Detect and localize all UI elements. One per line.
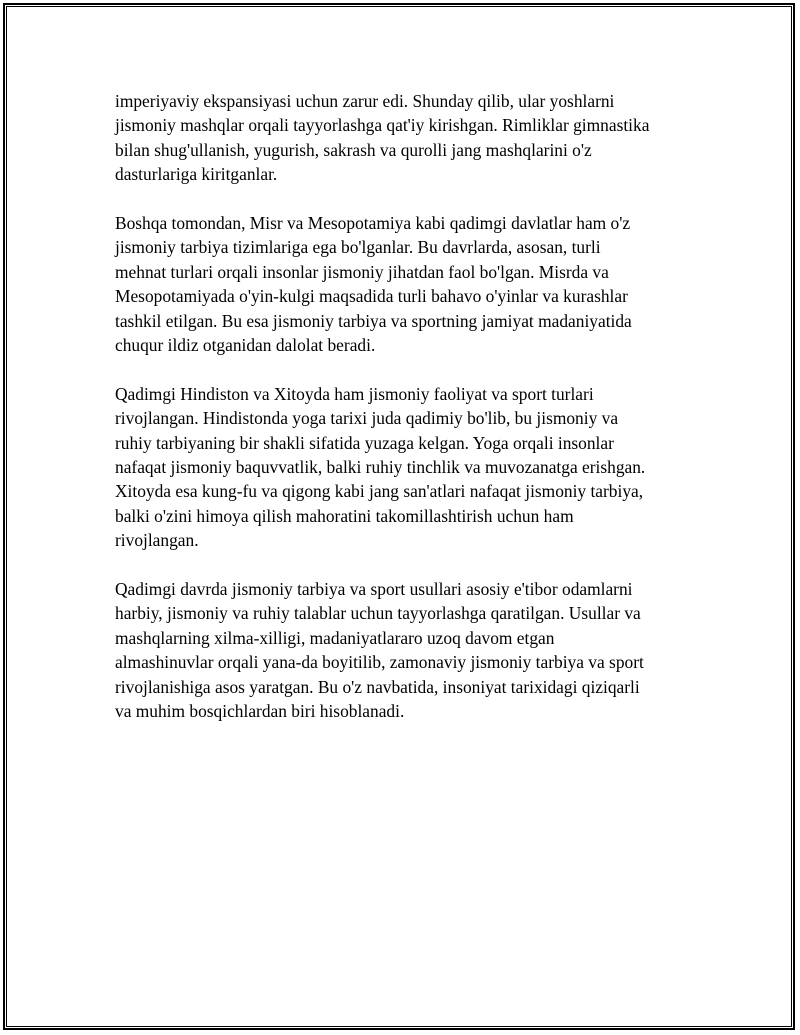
paragraph-2: Boshqa tomondan, Misr va Mesopotamiya kabi qadimgi davlatlar ham o'z jismoniy tarbiya tizimlariga ega bo'lganlar. Bu davrlarda, asosan, turli mehnat turlari orqali insonlar jismoniy jihatdan faol bo'lgan. Misrda va Mesopotamiyada o'yin-kulgi maqsadida turli bahavo o'yinlar va kurashlar tashkil etilgan. Bu esa jismoniy tarbiya va sportning jamiyat madaniyatida chuqur ildiz otganidan dalolat beradi.: [115, 213, 632, 356]
document-body: [115, 89, 700, 748]
paragraph-1: imperiyaviy ekspansiyasi uchun zarur edi. Shunday qilib, ular yoshlarni jismoniy mashqlar orqali tayyorlashga qat'iy kirishgan. Rimliklar gimnastika bilan shug'ullanish, yugurish, sakrash va qurolli jang mashqlarini o'z dasturlariga kiritganlar.: [115, 91, 650, 185]
paragraph-3: Qadimgi Hindiston va Xitoyda ham jismoniy faoliyat va sport turlari rivojlangan. Hindistonda yoga tarixi juda qadimiy bo'lib, bu jismoniy va ruhiy tarbiyaning bir shakli sifatida yuzaga kelgan. Yoga orqali insonlar nafaqat jismoniy baquvvatlik, balki ruhiy tinchlik va muvozanatga erishgan. Xitoyda esa kung-fu va qigong kabi jang san'atlari nafaqat jismoniy tarbiya, balki o'zini himoya qilish mahoratini takomillashtirish uchun ham rivojlangan.: [115, 383, 646, 551]
paragraph-4: Qadimgi davrda jismoniy tarbiya va sport usullari asosiy e'tibor odamlarni harbiy, jismoniy va ruhiy talablar uchun tayyorlashga qaratilgan. Usullar va mashqlarning xilma-xilligi, madaniyatlararo uzoq davom etgan almashinuvlar orqali yana-da boyitilib, zamonaviy jismoniy tarbiya va sport rivojlanishiga asos yaratgan. Bu o'z navbatida, insoniyat tarixidagi qiziqarli va muhim bosqichlardan biri hisoblanadi.: [115, 579, 644, 722]
